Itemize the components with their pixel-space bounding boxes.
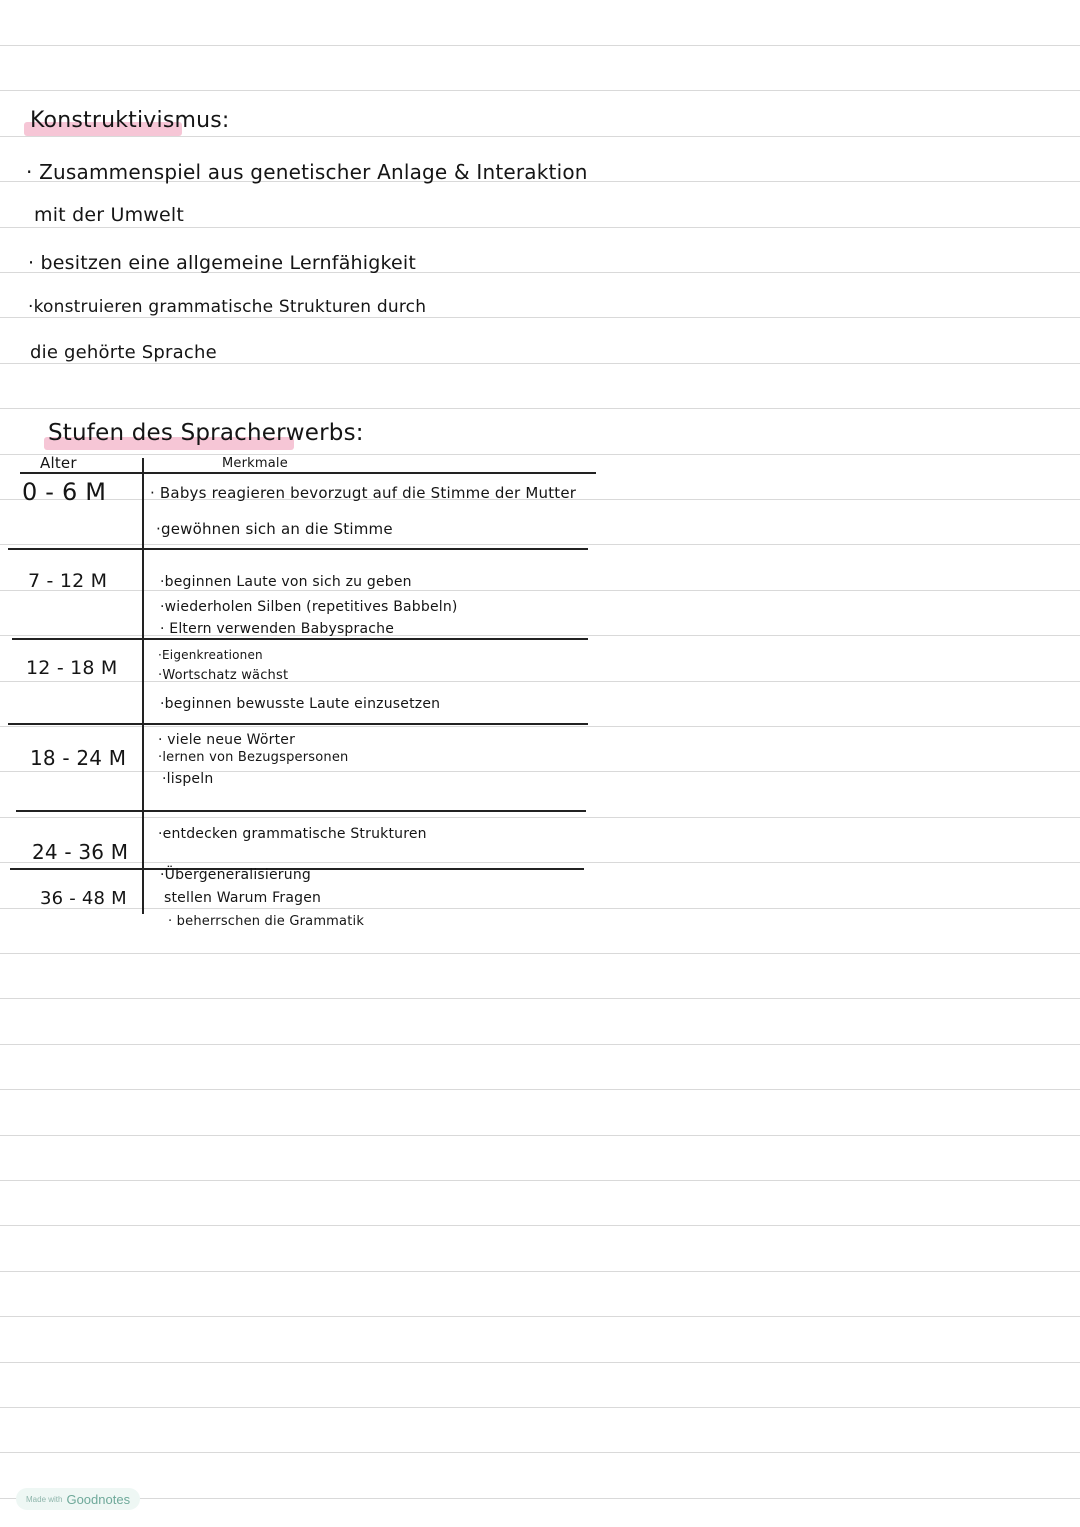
table-row-line xyxy=(16,810,586,812)
ruled-line xyxy=(0,317,1080,318)
table-header-line xyxy=(20,472,596,474)
stage-feature: ·gewöhnen sich an die Stimme xyxy=(156,520,393,538)
stage-age: 12 - 18 M xyxy=(26,657,118,679)
stage-age: 24 - 36 M xyxy=(32,840,129,864)
table-vertical-line xyxy=(142,458,144,914)
constructivism-line-1: · Zusammenspiel aus genetischer Anlage & Interaktion xyxy=(26,160,588,184)
ruled-line xyxy=(0,1452,1080,1453)
table-row-line xyxy=(8,548,588,550)
table-row-line xyxy=(12,638,588,640)
ruled-line xyxy=(0,726,1080,727)
ruled-line xyxy=(0,45,1080,46)
stage-feature: stellen Warum Fragen xyxy=(164,890,322,906)
constructivism-heading: Konstruktivismus: xyxy=(30,108,230,133)
ruled-line xyxy=(0,1316,1080,1317)
ruled-line xyxy=(0,408,1080,409)
constructivism-line-2: mit der Umwelt xyxy=(34,204,185,226)
ruled-line xyxy=(0,90,1080,91)
column-header-age: Alter xyxy=(40,454,77,472)
table-row-line xyxy=(8,723,588,725)
constructivism-line-3: · besitzen eine allgemeine Lernfähigkeit xyxy=(28,252,417,274)
made-with-label: Made with xyxy=(26,1494,63,1504)
stage-feature: · Eltern verwenden Babysprache xyxy=(160,621,395,637)
goodnotes-badge xyxy=(16,1488,140,1510)
stage-feature: ·entdecken grammatische Strukturen xyxy=(158,826,427,842)
stage-age: 7 - 12 M xyxy=(28,570,108,592)
ruled-line xyxy=(0,1180,1080,1181)
ruled-line xyxy=(0,1135,1080,1136)
ruled-line xyxy=(0,454,1080,455)
ruled-line xyxy=(0,1362,1080,1363)
stage-feature: ·beginnen Laute von sich zu geben xyxy=(160,574,412,590)
stages-heading: Stufen des Spracherwerbs: xyxy=(48,420,364,446)
ruled-line xyxy=(0,1044,1080,1045)
ruled-line xyxy=(0,1225,1080,1226)
stage-feature: ·lernen von Bezugspersonen xyxy=(158,750,349,765)
stage-feature: ·Übergeneralisierung xyxy=(160,867,311,883)
ruled-line xyxy=(0,1271,1080,1272)
column-header-features: Merkmale xyxy=(222,456,288,471)
stage-feature: · beherrschen die Grammatik xyxy=(168,914,365,929)
stage-feature: ·lispeln xyxy=(162,771,214,787)
stage-age: 36 - 48 M xyxy=(40,888,127,909)
constructivism-line-5: die gehörte Sprache xyxy=(30,342,217,363)
stage-feature: · Babys reagieren bevorzugt auf die Stimme der Mutter xyxy=(150,484,577,502)
ruled-line xyxy=(0,953,1080,954)
ruled-line xyxy=(0,998,1080,999)
stage-age: 0 - 6 M xyxy=(22,478,107,506)
ruled-line xyxy=(0,908,1080,909)
stage-feature: ·beginnen bewusste Laute einzusetzen xyxy=(160,696,441,712)
stage-feature: ·wiederholen Silben (repetitives Babbeln) xyxy=(160,599,458,615)
ruled-line xyxy=(0,1407,1080,1408)
ruled-line xyxy=(0,1089,1080,1090)
stage-feature: ·Eigenkreationen xyxy=(158,648,263,662)
ruled-line xyxy=(0,544,1080,545)
ruled-line xyxy=(0,862,1080,863)
ruled-line xyxy=(0,227,1080,228)
stage-feature: · viele neue Wörter xyxy=(158,732,296,748)
stage-age: 18 - 24 M xyxy=(30,746,127,770)
ruled-line xyxy=(0,1498,1080,1499)
ruled-line xyxy=(0,817,1080,818)
stage-feature: ·Wortschatz wächst xyxy=(158,668,289,683)
constructivism-line-4: ·konstruieren grammatische Strukturen durch xyxy=(28,297,427,317)
goodnotes-brand: Goodnotes xyxy=(66,1491,131,1507)
